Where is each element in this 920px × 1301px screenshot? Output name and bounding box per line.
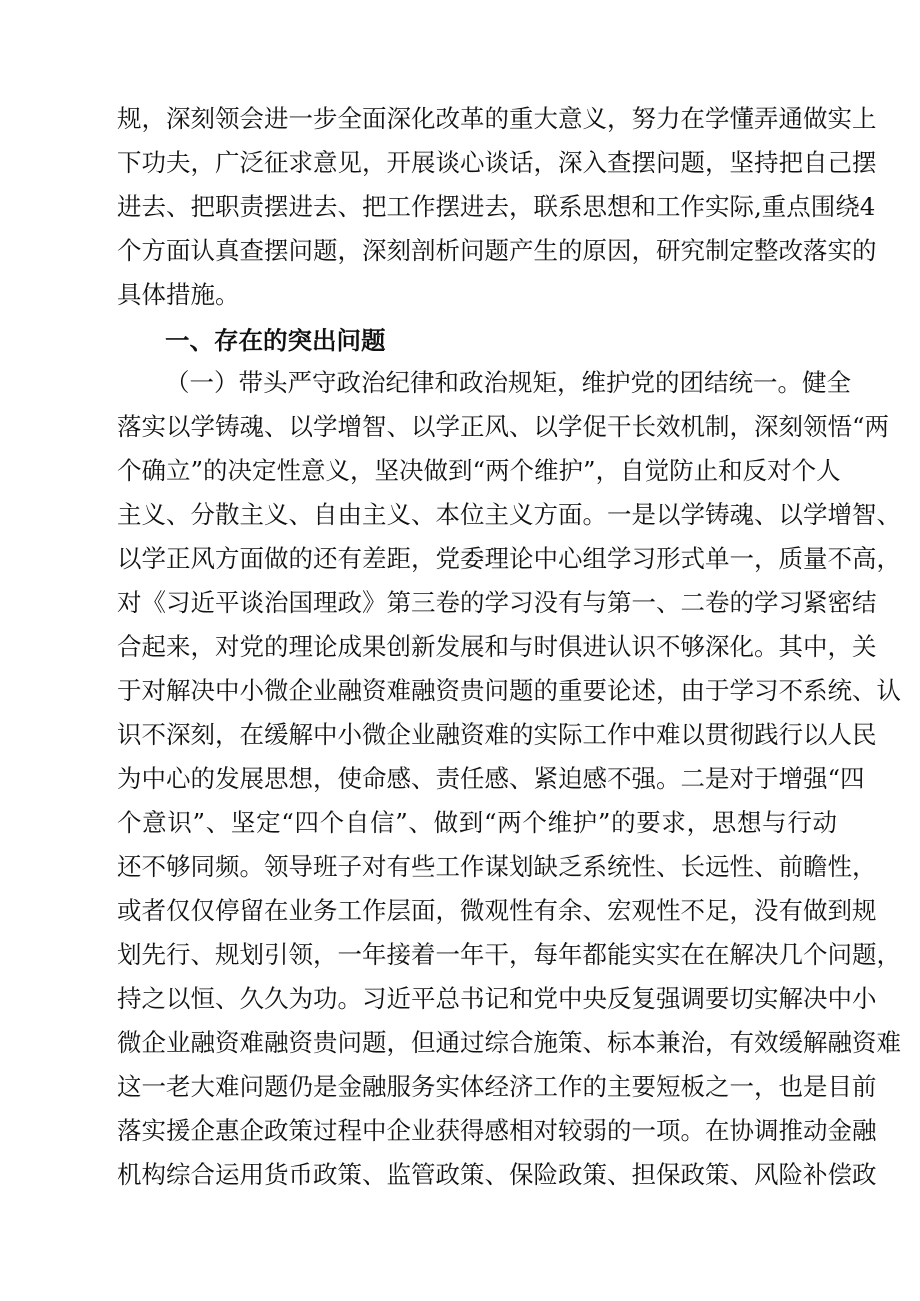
body-line: 持之以恒、久久为功。习近平总书记和党中央反复强调要切实解决中小 bbox=[117, 984, 877, 1013]
body-line: 于对解决中小微企业融资难融资贵问题的重要论述，由于学习不系统、认 bbox=[117, 676, 901, 705]
body-line: 为中心的发展思想，使命感、责任感、紧迫感不强。二是对于增强“四 bbox=[117, 764, 865, 793]
body-line: 个意识”、坚定“四个自信”、做到“两个维护”的要求，思想与行动 bbox=[117, 808, 837, 837]
body-line: 主义、分散主义、自由主义、本位主义方面。一是以学铸魂、以学增智、 bbox=[117, 500, 901, 529]
body-line: 机构综合运用货币政策、监管政策、保险政策、担保政策、风险补偿政 bbox=[117, 1160, 877, 1189]
body-line: 合起来，对党的理论成果创新发展和与时俱进认识不够深化。其中，关 bbox=[117, 632, 877, 661]
intro-line: 个方面认真查摆问题，深刻剖析问题产生的原因，研究制定整改落实的 bbox=[117, 236, 877, 265]
body-line: 划先行、规划引领，一年接着一年干，每年都能实实在在解决几个问题， bbox=[117, 940, 901, 969]
body-line: 对《习近平谈治国理政》第三卷的学习没有与第一、二卷的学习紧密结 bbox=[117, 588, 877, 617]
body-line: 落实援企惠企政策过程中企业获得感相对较弱的一项。在协调推动金融 bbox=[117, 1116, 877, 1145]
body-line: 识不深刻，在缓解中小微企业融资难的实际工作中难以贯彻践行以人民 bbox=[117, 720, 877, 749]
body-line: （一）带头严守政治纪律和政治规矩，维护党的团结统一。健全 bbox=[165, 368, 851, 397]
body-line: 个确立”的决定性意义，坚决做到“两个维护”，自觉防止和反对个人 bbox=[117, 456, 841, 485]
intro-line: 进去、把职责摆进去、把工作摆进去，联系思想和工作实际,重点围绕4 bbox=[117, 192, 876, 221]
body-line: 或者仅仅停留在业务工作层面，微观性有余、宏观性不足，没有做到规 bbox=[117, 896, 877, 925]
body-line: 落实以学铸魂、以学增智、以学正风、以学促干长效机制，深刻领悟“两 bbox=[117, 412, 890, 441]
body-line: 微企业融资难融资贵问题，但通过综合施策、标本兼治，有效缓解融资难 bbox=[117, 1028, 901, 1057]
body-line: 以学正风方面做的还有差距，党委理论中心组学习形式单一，质量不高， bbox=[117, 544, 901, 573]
body-line: 还不够同频。领导班子对有些工作谋划缺乏系统性、长远性、前瞻性， bbox=[117, 852, 877, 881]
intro-line: 规，深刻领会进一步全面深化改革的重大意义，努力在学懂弄通做实上 bbox=[117, 104, 877, 133]
body-line: 这一老大难问题仍是金融服务实体经济工作的主要短板之一，也是目前 bbox=[117, 1072, 877, 1101]
intro-line: 下功夫，广泛征求意见，开展谈心谈话，深入查摆问题，坚持把自己摆 bbox=[117, 148, 877, 177]
intro-line: 具体措施。 bbox=[117, 280, 240, 309]
section-heading: 一、存在的突出问题 bbox=[165, 326, 386, 355]
